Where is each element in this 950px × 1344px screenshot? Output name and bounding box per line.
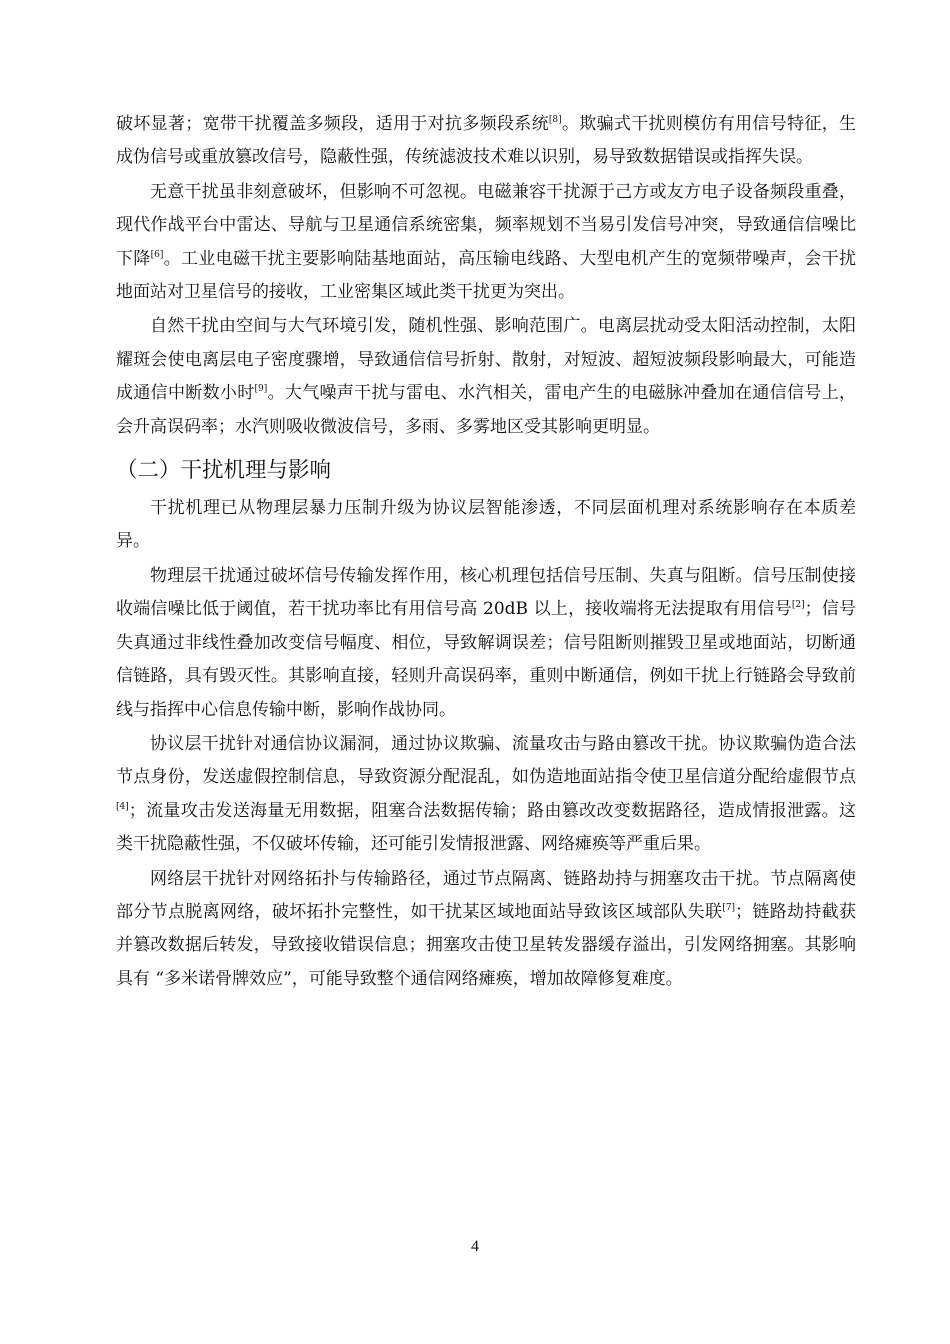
paragraph-text: ；流量攻击发送海量无用数据，阻塞合法数据传输；路由篡改改变数据路径，造成情报泄露。这类干扰隐蔽性强，不仅破坏传输，还可能引发情报泄露、网络瘫痪等严重后果。 (116, 800, 856, 855)
citation-superscript: [7] (722, 902, 736, 913)
paragraph-text: ；信号失真通过非线性叠加改变信号幅度、相位，导致解调误差；信号阻断则摧毁卫星或地面站，切断通信链路，具有毁灭性。其影响直接，轻则升高误码率，重则中断通信，例如干扰上行链路会导致前线与指挥中心信息传输中断，影响作战协同。 (116, 599, 856, 720)
paragraph-group-bottom (116, 492, 856, 996)
citation-superscript: [6] (150, 249, 164, 260)
paragraph-text: 。大气噪声干扰与雷电、水汽相关，雷电产生的电磁脉冲叠加在通信信号上，会升高误码率；水汽则吸收微波信号，多雨、多雾地区受其影响更明显。 (116, 383, 857, 437)
paragraph-text: 协议层干扰针对通信协议漏洞，通过协议欺骗、流量攻击与路由篡改干扰。协议欺骗伪造合法节点身份，发送虚假控制信息，导致资源分配混乱，如伪造地面站指令使卫星信道分配给虚假节点 (116, 733, 856, 788)
body-paragraph (116, 728, 856, 862)
citation-superscript: [2] (791, 600, 805, 611)
page-number: 4 (471, 1238, 479, 1255)
paragraph-text: 。工业电磁干扰主要影响陆基地面站，高压输电线路、大型电机产生的宽频带噪声，会干扰地面站对卫星信号的接收，工业密集区域此类干扰更为突出。 (116, 248, 857, 303)
paragraph-text: 。欺骗式干扰则模仿有用信号特征，生成伪信号或重放篡改信号，隐蔽性强，传统滤波技术难以识别，易导致数据错误或指挥失误。 (116, 114, 857, 168)
body-paragraph (116, 560, 856, 727)
paragraph-text: 干扰机理已从物理层暴力压制升级为协议层智能渗透，不同层面机理对系统影响存在本质差异。 (116, 498, 856, 552)
paragraph-text: 破坏显著；宽带干扰覆盖多频段，适用于对抗多频段系统 (116, 114, 549, 134)
body-paragraph (116, 176, 856, 310)
body-paragraph (116, 492, 856, 559)
citation-superscript: [4] (116, 801, 129, 812)
paragraph-text: ；链路劫持截获并篡改数据后转发，导致接收错误信息；拥塞攻击使卫星转发器缓存溢出，引发网络拥塞。其影响具有 “多米诺骨牌效应”，可能导致整个通信网络瘫痪，增加故障修复难度。 (116, 901, 857, 989)
page-content (116, 108, 856, 997)
paragraph-text: 物理层干扰通过破坏信号传输发挥作用，核心机理包括信号压制、失真与阻断。信号压制使接收端信噪比低于阈值，若干扰功率比有用信号高 20dB 以上，接收端将无法提取有用信号 (116, 565, 856, 620)
section-heading: （二）干扰机理与影响 (116, 458, 332, 484)
body-paragraph (116, 863, 856, 997)
body-paragraph (116, 310, 856, 444)
paragraph-text: 无意干扰虽非刻意破坏，但影响不可忽视。电磁兼容干扰源于己方或友方电子设备频段重叠，现代作战平台中雷达、导航与卫星通信系统密集，频率规划不当易引发信号冲突，导致通信信噪比下降 (116, 181, 856, 269)
paragraph-group-top (116, 108, 856, 444)
citation-superscript: [9] (254, 384, 268, 395)
paragraph-text: 网络层干扰针对网络拓扑与传输路径，通过节点隔离、链路劫持与拥塞攻击干扰。节点隔离使部分节点脱离网络，破坏拓扑完整性，如干扰某区域地面站导致该区域部队失联 (116, 868, 856, 922)
paragraph-text: 自然干扰由空间与大气环境引发，随机性强、影响范围广。电离层扰动受太阳活动控制，太阳耀斑会使电离层电子密度骤增，导致通信信号折射、散射，对短波、超短波频段影响最大，可能造成通信中断数小时 (116, 316, 856, 404)
citation-superscript: [8] (548, 115, 562, 125)
body-paragraph (116, 108, 856, 175)
